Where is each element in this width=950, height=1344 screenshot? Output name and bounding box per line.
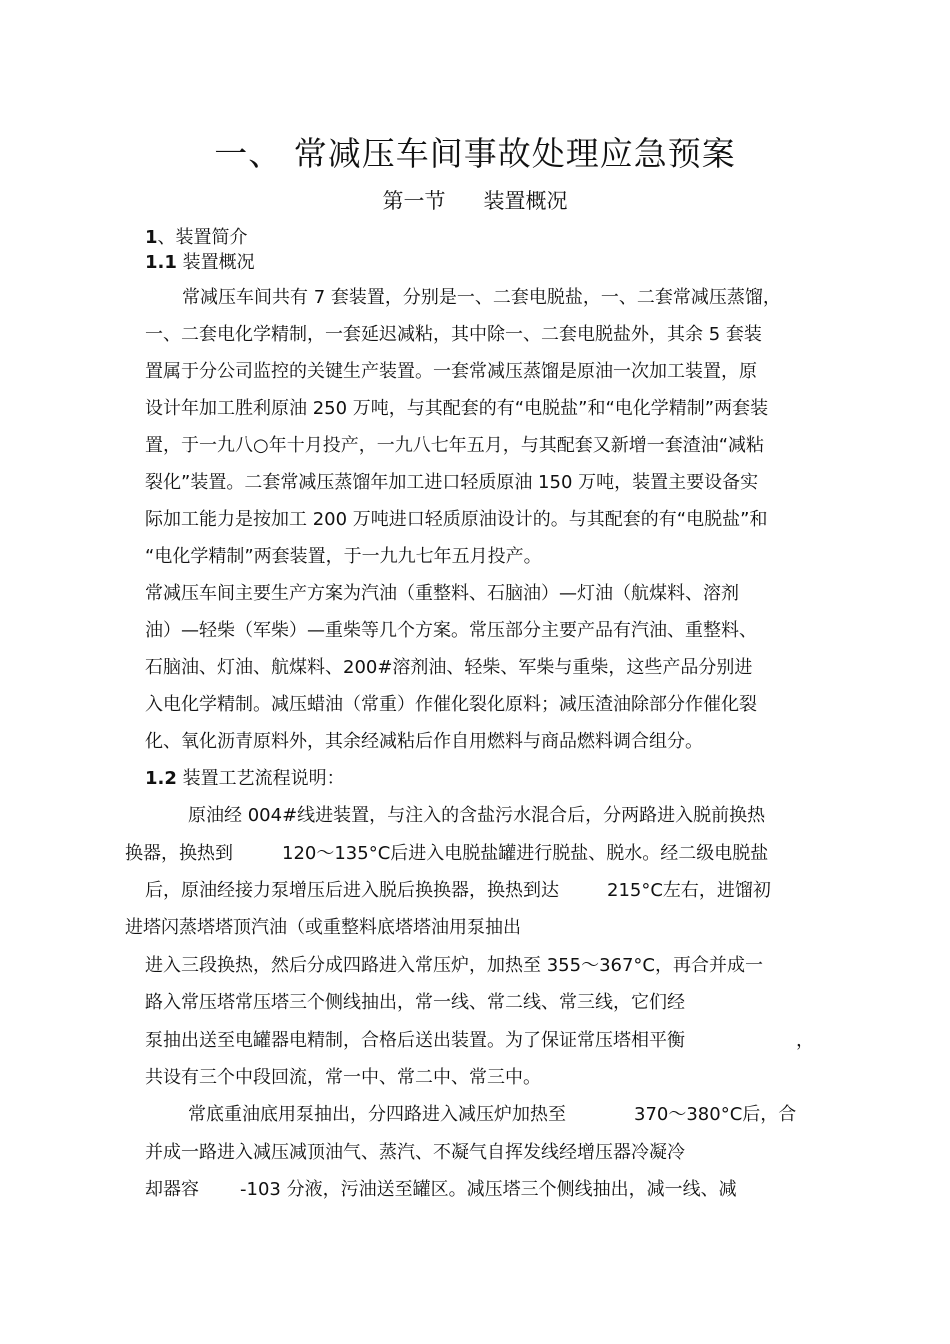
paragraph-line: 并成一路进入减压减顶油气、蒸汽、不凝气自挥发线经增压器冷凝冷: [145, 1142, 685, 1163]
paragraph-line: 120～135°C后进入电脱盐罐进行脱盐、脱水。经二级电脱盐: [282, 843, 769, 864]
paragraph-line: 置属于分公司监控的关键生产装置。一套常减压蒸馏是原油一次加工装置，原: [145, 361, 757, 382]
paragraph-line: 却器容: [145, 1179, 199, 1200]
heading-number: 1.2: [145, 768, 177, 789]
heading-number: 1: [145, 227, 158, 248]
paragraph-line: 进入三段换热，然后分成四路进入常压炉，加热至 355～367°C，再合并成一: [145, 955, 763, 976]
paragraph-line: 置，于一九八○年十月投产，一九八七年五月，与其配套又新增一套渣油“减粘: [145, 435, 765, 456]
heading-1-2: [145, 767, 345, 791]
heading-text: 装置工艺流程说明：: [176, 768, 345, 789]
paragraph-line: 进塔闪蒸塔塔顶汽油（或重整料底塔塔油用泵抽出: [125, 917, 521, 938]
paragraph-line: 裂化”装置。二套常减压蒸馏年加工进口轻质原油 150 万吨，装置主要设备实: [145, 472, 759, 493]
paragraph-line: 油）—轻柴（军柴）—重柴等几个方案。常压部分主要产品有汽油、重整料、: [145, 620, 757, 641]
paragraph-line: 化、氧化沥青原料外，其余经减粘后作自用燃料与商品燃料调合组分。: [145, 731, 703, 752]
paragraph-line: ，: [796, 1030, 814, 1051]
paragraph-line: 际加工能力是按加工 200 万吨进口轻质原油设计的。与其配套的有“电脱盐”和: [145, 509, 768, 530]
paragraph-line: “电化学精制”两套装置，于一九九七年五月投产。: [145, 546, 542, 567]
paragraph-line: 原油经 004#线进装置，与注入的含盐污水混合后，分两路进入脱前换热: [188, 805, 766, 826]
paragraph-line: 路入常压塔常压塔三个侧线抽出，常一线、常二线、常三线，它们经: [145, 992, 685, 1013]
heading-1-1: [145, 251, 255, 275]
paragraph-line: 换器，换热到: [125, 843, 233, 864]
heading-text: 装置概况: [176, 252, 255, 273]
heading-1: [145, 226, 248, 250]
paragraph-line: 泵抽出送至电罐器电精制，合格后送出装置。为了保证常压塔相平衡: [145, 1030, 685, 1051]
paragraph-line: 入电化学精制。减压蜡油（常重）作催化裂化原料；减压渣油除部分作催化裂: [145, 694, 757, 715]
section-name: 装置概况: [483, 189, 568, 213]
paragraph-line: 常减压车间共有 7 套装置，分别是一、二套电脱盐，一、二套常减压蒸馏，: [182, 287, 781, 308]
paragraph-line: -103 分液，污油送至罐区。减压塔三个侧线抽出，减一线、减: [240, 1179, 737, 1200]
paragraph-line: 370～380°C后，合: [634, 1104, 797, 1125]
paragraph-line: 常减压车间主要生产方案为汽油（重整料、石脑油）—灯油（航煤料、溶剂: [145, 583, 739, 604]
document-title: 一、 常减压车间事故处理应急预案: [214, 134, 736, 173]
paragraph-line: 后，原油经接力泵增压后进入脱后换换器，换热到达: [145, 880, 559, 901]
paragraph-line: 设计年加工胜利原油 250 万吨，与其配套的有“电脱盐”和“电化学精制”两套装: [145, 398, 769, 419]
heading-text: 、装置简介: [157, 227, 248, 248]
paragraph-line: 共设有三个中段回流，常一中、常二中、常三中。: [145, 1067, 541, 1088]
section-number: 第一节: [382, 189, 446, 213]
paragraph-line: 一、二套电化学精制，一套延迟减粘，其中除一、二套电脱盐外，其余 5 套装: [145, 324, 762, 345]
section-heading: [0, 185, 950, 215]
paragraph-line: 215°C左右，进馏初: [607, 880, 771, 901]
paragraph-line: 石脑油、灯油、航煤料、200#溶剂油、轻柴、军柴与重柴，这些产品分别进: [145, 657, 753, 678]
paragraph-line: 常底重油底用泵抽出，分四路进入减压炉加热至: [188, 1104, 566, 1125]
heading-number: 1.1: [145, 252, 177, 273]
